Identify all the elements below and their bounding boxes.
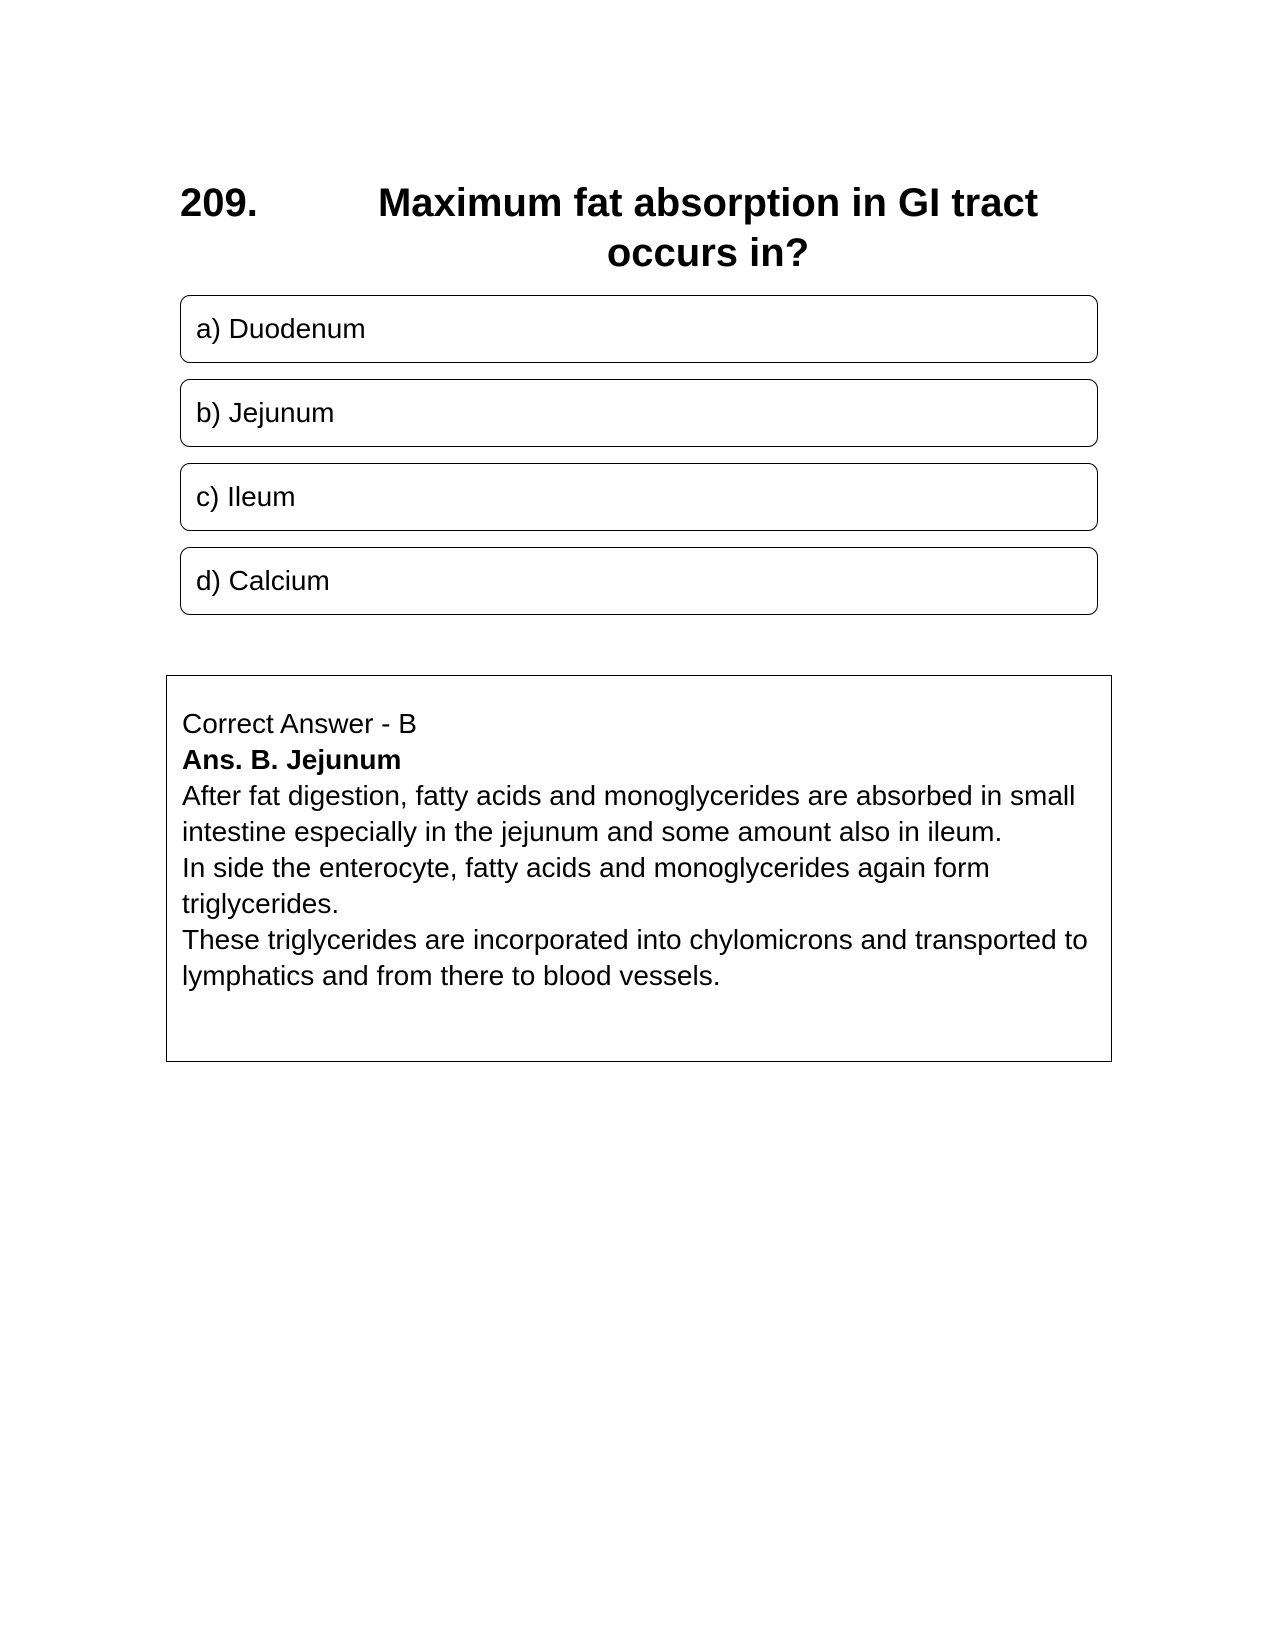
- options-list: [180, 295, 1098, 631]
- explanation-paragraph: These triglycerides are incorporated into chylomicrons and transported to lymphatics and from there to blood vessels.: [182, 924, 1088, 991]
- answer-box: [166, 675, 1112, 1062]
- explanation-paragraph: After fat digestion, fatty acids and monoglycerides are absorbed in small intestine especially in the jejunum and some amount also in ileum.: [182, 780, 1076, 847]
- question-number: 209.: [180, 181, 258, 225]
- option-b[interactable]: b) Jejunum: [180, 379, 1098, 447]
- option-c[interactable]: c) Ileum: [180, 463, 1098, 531]
- question-header: [180, 178, 1100, 278]
- question-text: Maximum fat absorption in GI tract occurs in?: [377, 181, 1039, 275]
- correct-answer-line: Correct Answer - B: [182, 708, 417, 739]
- option-d[interactable]: d) Calcium: [180, 547, 1098, 615]
- answer-title: Ans. B. Jejunum: [182, 744, 402, 775]
- option-a[interactable]: a) Duodenum: [180, 295, 1098, 363]
- explanation-paragraph: In side the enterocyte, fatty acids and monoglycerides again form triglycerides.: [182, 852, 990, 919]
